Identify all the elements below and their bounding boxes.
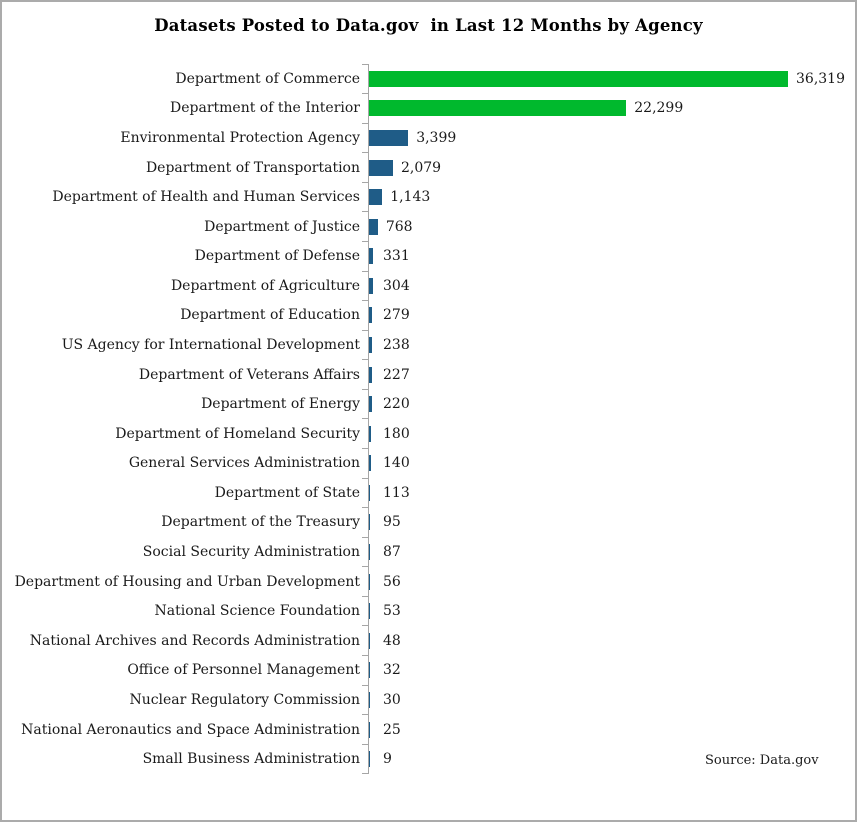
category-label: Nuclear Regulatory Commission (129, 691, 360, 708)
category-label: Department of Housing and Urban Development (14, 573, 360, 590)
bar (369, 514, 370, 530)
bar-track (368, 123, 855, 153)
bar (369, 71, 788, 87)
bar-row (2, 301, 855, 331)
source-note: Source: Data.gov (705, 753, 819, 768)
category-label: US Agency for International Development (61, 336, 360, 353)
bar (369, 367, 372, 383)
category-label: Department of State (214, 484, 360, 501)
category-label: Office of Personnel Management (127, 662, 360, 679)
category-label: Department of the Interior (170, 100, 360, 117)
bar-track (368, 596, 855, 626)
bar (369, 455, 371, 471)
bar-track (368, 241, 855, 271)
bar (369, 603, 370, 619)
category-label: Department of Commerce (175, 70, 360, 87)
bar-track (368, 212, 855, 242)
category-label: Department of the Treasury (161, 514, 360, 531)
category-label: General Services Administration (128, 455, 360, 472)
category-label: Department of Health and Human Services (52, 189, 360, 206)
category-label: Department of Energy (201, 396, 360, 413)
bar-track (368, 94, 855, 124)
value-label: 36,319 (796, 70, 845, 87)
bar-row (2, 449, 855, 479)
bar-track (368, 449, 855, 479)
value-label: 2,079 (400, 159, 442, 176)
bar-track (368, 153, 855, 183)
value-label: 279 (383, 307, 410, 324)
category-label: Department of Education (180, 307, 360, 324)
value-label: 304 (383, 277, 410, 294)
category-label: Environmental Protection Agency (120, 129, 360, 146)
value-label: 227 (383, 366, 410, 383)
value-label: 1,143 (390, 189, 431, 206)
bar-row (2, 419, 855, 449)
bar-row (2, 64, 855, 94)
bar-row (2, 360, 855, 390)
bar-row (2, 567, 855, 597)
value-label: 25 (383, 721, 401, 738)
bar-row (2, 478, 855, 508)
bar (369, 633, 370, 649)
bar-row (2, 389, 855, 419)
bar-track (368, 478, 855, 508)
bar (369, 337, 372, 353)
bar-track (368, 567, 855, 597)
bar-row (2, 271, 855, 301)
bar-track (368, 715, 855, 745)
category-label: National Archives and Records Administration (29, 632, 360, 649)
bar (369, 219, 378, 235)
value-label: 9 (383, 751, 392, 768)
value-label: 53 (383, 603, 401, 620)
bar-row (2, 656, 855, 686)
bar-track (368, 685, 855, 715)
bar (369, 426, 371, 442)
plot-area (2, 64, 855, 774)
value-label: 140 (383, 455, 410, 472)
chart-title: Datasets Posted to Data.gov in Last 12 Months by Agency (154, 16, 703, 35)
bar (369, 485, 370, 501)
value-label: 87 (383, 544, 401, 561)
bar (369, 396, 372, 412)
bar-row (2, 715, 855, 745)
bar-row (2, 94, 855, 124)
value-label: 48 (383, 632, 401, 649)
category-label: Department of Transportation (145, 159, 360, 176)
bar (369, 160, 393, 176)
value-label: 56 (383, 573, 401, 590)
bar-track (368, 626, 855, 656)
bar-row (2, 537, 855, 567)
bar-track (368, 271, 855, 301)
value-label: 113 (383, 484, 410, 501)
bar-track (368, 360, 855, 390)
bar-track (368, 389, 855, 419)
bar (369, 307, 372, 323)
bar-row (2, 330, 855, 360)
bar-row (2, 596, 855, 626)
category-label: Department of Veterans Affairs (138, 366, 360, 383)
category-label: Department of Agriculture (170, 277, 360, 294)
category-label: Department of Defense (194, 248, 360, 265)
bar (369, 278, 373, 294)
bar-track (368, 301, 855, 331)
bar-track (368, 537, 855, 567)
bar (369, 574, 370, 590)
value-label: 3,399 (416, 129, 457, 146)
bar (369, 130, 408, 146)
value-label: 32 (383, 662, 401, 679)
bar-row (2, 212, 855, 242)
value-label: 30 (383, 691, 401, 708)
category-label: National Science Foundation (154, 603, 360, 620)
bar-row (2, 685, 855, 715)
bar (369, 544, 370, 560)
bar-track (368, 330, 855, 360)
bar (369, 248, 373, 264)
category-label: Department of Justice (204, 218, 360, 235)
bar-track (368, 656, 855, 686)
value-label: 220 (383, 396, 410, 413)
bar-track (368, 182, 855, 212)
bar-track (368, 64, 855, 94)
bar-row (2, 241, 855, 271)
bar-track (368, 508, 855, 538)
category-label: Social Security Administration (142, 544, 360, 561)
bar-row (2, 626, 855, 656)
value-label: 180 (383, 425, 410, 442)
bar-row (2, 123, 855, 153)
bar-row (2, 508, 855, 538)
value-label: 95 (383, 514, 401, 531)
bar (369, 100, 626, 116)
bar-row (2, 182, 855, 212)
value-label: 238 (383, 336, 410, 353)
value-label: 331 (383, 248, 410, 265)
value-label: 22,299 (634, 100, 684, 117)
category-label: Small Business Administration (142, 751, 360, 768)
bar-row (2, 153, 855, 183)
value-label: 768 (385, 218, 413, 235)
category-label: Department of Homeland Security (115, 425, 360, 442)
category-label: National Aeronautics and Space Administration (21, 721, 360, 738)
bar (369, 189, 382, 205)
bar-track (368, 419, 855, 449)
